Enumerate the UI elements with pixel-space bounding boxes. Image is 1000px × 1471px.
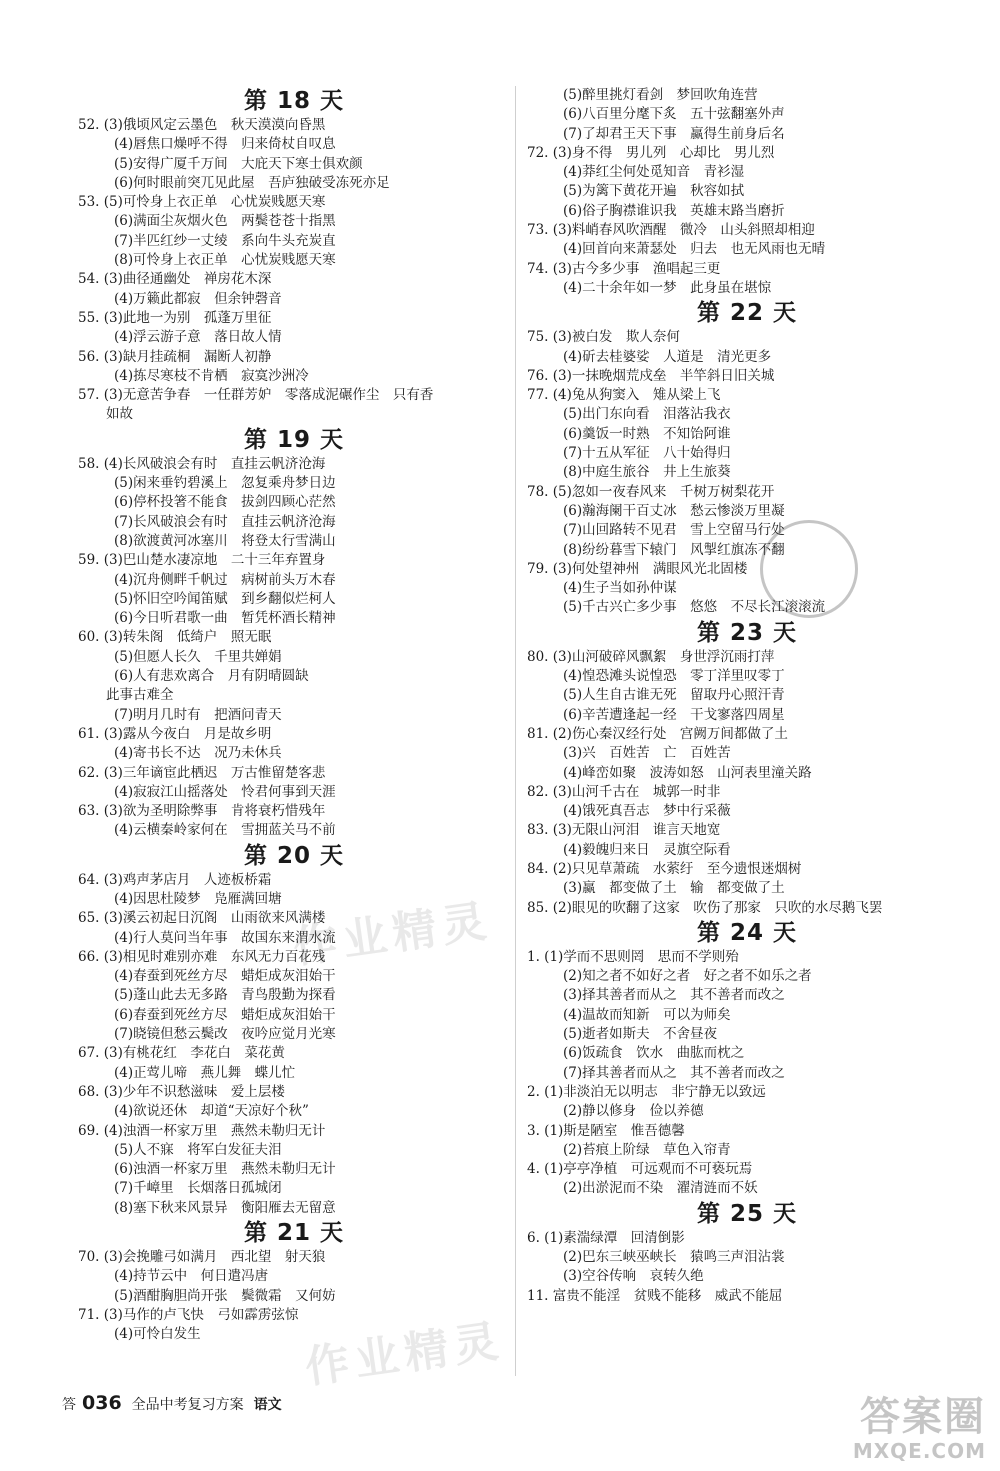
answer-item: 82. (3)山河千古在 城郭一时非 bbox=[527, 783, 721, 800]
answer-subitem: (4)饿死真吾志 梦中行采薇 bbox=[563, 803, 731, 820]
answer-subitem: (2)巴东三峡巫峡长 猿鸣三声泪沾裳 bbox=[563, 1249, 785, 1266]
answer-subitem: (7)择其善者而从之 其不善者而改之 bbox=[563, 1064, 785, 1081]
answer-subitem: (7)十五从军征 八十始得归 bbox=[563, 445, 731, 462]
column-divider bbox=[515, 86, 516, 1376]
answer-subitem: (5)但愿人长久 千里共婵娟 bbox=[114, 648, 282, 665]
answer-item: 79. (3)何处望神州 满眼风光北固楼 bbox=[527, 560, 748, 577]
answer-subitem: (4)正莺儿啼 燕儿舞 蝶儿忙 bbox=[114, 1064, 296, 1081]
answer-subitem: (4)峰峦如聚 波涛如怒 山河表里潼关路 bbox=[563, 764, 812, 781]
logo-url: MXQE.COM bbox=[852, 1439, 986, 1463]
answer-subitem: (5)人不寐 将军白发征夫泪 bbox=[114, 1141, 282, 1158]
answer-subitem: (6)饭疏食 饮水 曲肱而枕之 bbox=[563, 1045, 745, 1062]
answer-subitem: (3)兴 百姓苦 亡 百姓苦 bbox=[563, 745, 731, 762]
day-heading: 第 22 天 bbox=[696, 300, 798, 327]
answer-subitem: (6)满面尘灰烟火色 两鬓苍苍十指黑 bbox=[114, 213, 336, 230]
answer-subitem: (6)何时眼前突兀见此屋 吾庐独破受冻死亦足 bbox=[114, 174, 390, 191]
answer-item: 54. (3)曲径通幽处 禅房花木深 bbox=[78, 271, 272, 288]
answer-subitem: (8)塞下秋来风景异 衡阳雁去无留意 bbox=[114, 1199, 336, 1216]
answer-subitem: (6)春蚕到死丝方尽 蜡炬成灰泪始干 bbox=[114, 1006, 336, 1023]
answer-subitem: (5)逝者如斯夫 不舍昼夜 bbox=[563, 1026, 718, 1043]
answer-subitem: (4)莽红尘何处觅知音 青衫湿 bbox=[563, 164, 745, 181]
answer-subitem: (4)回首向来萧瑟处 归去 也无风雨也无晴 bbox=[563, 241, 826, 258]
answer-subitem: (4)可怜白发生 bbox=[114, 1326, 201, 1343]
answer-subitem: (8)欲渡黄河冰塞川 将登太行雪满山 bbox=[114, 532, 336, 549]
answer-subitem: (5)酒酣胸胆尚开张 鬓微霜 又何妨 bbox=[114, 1287, 336, 1304]
answer-item: 67. (3)有桃花红 李花白 菜花黄 bbox=[78, 1045, 285, 1062]
day-heading: 第 24 天 bbox=[696, 919, 798, 946]
answer-item: 85. (2)眼见的吹翻了这家 吹伤了那家 只吹的水尽鹅飞罢 bbox=[527, 899, 883, 916]
site-logo bbox=[853, 1395, 986, 1463]
day-heading: 第 18 天 bbox=[243, 88, 345, 114]
answer-item: 63. (3)欲为圣明除弊事 肯将衰朽惜残年 bbox=[78, 803, 326, 820]
answer-item: 83. (3)无限山河泪 谁言天地宽 bbox=[527, 822, 721, 839]
answer-item: 56. (3)缺月挂疏桐 漏断人初静 bbox=[78, 348, 272, 365]
answer-subitem: (4)行人莫问当年事 故国东来渭水流 bbox=[114, 929, 336, 946]
answer-subitem: (6)人有悲欢离合 月有阴晴圆缺 bbox=[114, 668, 309, 685]
answer-label: 答 bbox=[62, 1397, 76, 1413]
answer-item: 11. 富贵不能淫 贫贱不能移 威武不能屈 bbox=[527, 1287, 783, 1304]
answer-subitem: (7)晓镜但愁云鬓改 夜吟应觉月光寒 bbox=[114, 1026, 336, 1043]
answer-item: 4. (1)亭亭净植 可远观而不可亵玩焉 bbox=[527, 1161, 753, 1178]
answer-subitem: (7)千嶂里 长烟落日孤城闭 bbox=[114, 1180, 282, 1197]
answer-subitem: (5)安得广厦千万间 大庇天下寒士俱欢颜 bbox=[114, 155, 363, 172]
answer-item: 64. (3)鸡声茅店月 人迹板桥霜 bbox=[78, 871, 272, 888]
answer-subitem: (6)停杯投箸不能食 拔剑四顾心茫然 bbox=[114, 494, 336, 511]
answer-subitem: (4)生子当如孙仲谋 bbox=[563, 580, 677, 597]
answer-subitem: (4)寂寂江山摇落处 怜君何事到天涯 bbox=[114, 783, 336, 800]
answer-subitem: (8)中庭生旅谷 井上生旅葵 bbox=[563, 464, 731, 481]
answer-item: 75. (3)被白发 欺人奈何 bbox=[527, 329, 680, 346]
answer-subitem: (4)唇焦口燥呼不得 归来倚杖自叹息 bbox=[114, 136, 336, 153]
answer-item: 53. (5)可怜身上衣正单 心忧炭贱愿天寒 bbox=[78, 194, 326, 211]
answer-subitem: (2)苔痕上阶绿 草色入帘青 bbox=[563, 1141, 731, 1158]
left-column bbox=[78, 86, 510, 1345]
answer-item: 84. (2)只见草萧疏 水萦纡 至今遗恨迷烟树 bbox=[527, 860, 802, 877]
answer-item: 2. (1)非淡泊无以明志 非宁静无以致远 bbox=[527, 1083, 766, 1100]
answer-subitem: (4)温故而知新 可以为师矣 bbox=[563, 1006, 731, 1023]
answer-item: 6. (1)素湍绿潭 回清倒影 bbox=[527, 1229, 685, 1246]
answer-subitem: (3)择其善者而从之 其不善者而改之 bbox=[563, 987, 785, 1004]
answer-subitem: (8)可怜身上衣正单 心忧炭贱愿天寒 bbox=[114, 252, 336, 269]
answer-item: 59. (3)巴山楚水凄凉地 二十三年弃置身 bbox=[78, 552, 326, 569]
answer-item: 58. (4)长风破浪会有时 直挂云帆济沧海 bbox=[78, 455, 326, 472]
answer-item: 74. (3)古今多少事 渔唱起三更 bbox=[527, 260, 721, 277]
answer-subitem: (7)明月几时有 把酒问青天 bbox=[114, 706, 282, 723]
answer-subitem: (4)斫去桂婆娑 人道是 清光更多 bbox=[563, 348, 772, 365]
answer-subitem: (6)今日听君歌一曲 暂凭杯酒长精神 bbox=[114, 610, 336, 627]
answer-item: 81. (2)伤心秦汉经行处 宫阙万间都做了土 bbox=[527, 725, 788, 742]
answer-subitem: (6)羹饭一时熟 不知饴阿谁 bbox=[563, 425, 731, 442]
answer-subitem: (4)寄书长不达 况乃未休兵 bbox=[114, 745, 282, 762]
answer-item: 69. (4)浊酒一杯家万里 燕然未勒归无计 bbox=[78, 1122, 326, 1139]
answer-subitem: (4)毅魄归来日 灵旗空际看 bbox=[563, 841, 731, 858]
answer-item: 77. (4)兔从狗窦入 雉从梁上飞 bbox=[527, 387, 721, 404]
answer-subitem: (4)浮云游子意 落日故人情 bbox=[114, 329, 282, 346]
answer-subitem: 如故 bbox=[106, 406, 133, 423]
answer-subitem: (4)云横秦岭家何在 雪拥蓝关马不前 bbox=[114, 822, 336, 839]
answer-subitem: (3)赢 都变做了土 输 都变做了土 bbox=[563, 880, 785, 897]
answer-subitem: (5)怀旧空吟闻笛赋 到乡翻似烂柯人 bbox=[114, 590, 336, 607]
answer-subitem: (4)持节云中 何日遣冯唐 bbox=[114, 1268, 269, 1285]
answer-subitem: (3)空谷传响 哀转久绝 bbox=[563, 1268, 704, 1285]
answer-item: 60. (3)转朱阁 低绮户 照无眠 bbox=[78, 629, 272, 646]
answer-subitem: (2)静以修身 俭以养德 bbox=[563, 1103, 704, 1120]
day-heading: 第 23 天 bbox=[696, 619, 798, 646]
stamp-mark bbox=[760, 520, 858, 618]
answer-subitem: (5)出门东向看 泪落沾我衣 bbox=[563, 406, 731, 423]
day-heading: 第 20 天 bbox=[243, 842, 345, 869]
answer-item: 72. (3)身不得 男儿列 心却比 男儿烈 bbox=[527, 144, 775, 161]
page-footer bbox=[62, 1390, 282, 1416]
page-number: 036 bbox=[82, 1392, 122, 1414]
answer-subitem: (6)俗子胸襟谁识我 英雄末路当磨折 bbox=[563, 202, 785, 219]
answer-subitem: (7)了却君王天下事 赢得生前身后名 bbox=[563, 125, 785, 142]
answer-subitem: (4)因思杜陵梦 凫雁满回塘 bbox=[114, 890, 282, 907]
answer-subitem: (6)瀚海阑干百丈冰 愁云惨淡万里凝 bbox=[563, 502, 785, 519]
answer-subitem: (5)蓬山此去无多路 青鸟殷勤为探看 bbox=[114, 987, 336, 1004]
answer-item: 55. (3)此地一为别 孤蓬万里征 bbox=[78, 309, 272, 326]
answer-subitem: (4)拣尽寒枝不肯栖 寂寞沙洲冷 bbox=[114, 367, 309, 384]
answer-subitem: (8)纷纷暮雪下辕门 风掣红旗冻不翻 bbox=[563, 541, 785, 558]
subject-label: 语文 bbox=[253, 1397, 282, 1413]
answer-subitem: (4)二十余年如一梦 此身虽在堪惊 bbox=[563, 279, 772, 296]
answer-subitem: 此事古难全 bbox=[106, 687, 174, 704]
answer-subitem: (4)春蚕到死丝方尽 蜡炬成灰泪始干 bbox=[114, 968, 336, 985]
answer-item: 78. (5)忽如一夜春风来 千树万树梨花开 bbox=[527, 483, 775, 500]
answer-item: 1. (1)学而不思则罔 思而不学则殆 bbox=[527, 948, 739, 965]
answer-item: 68. (3)少年不识愁滋味 爱上层楼 bbox=[78, 1083, 285, 1100]
answer-item: 62. (3)三年谪宦此栖迟 万古惟留楚客悲 bbox=[78, 764, 326, 781]
answer-item: 71. (3)马作的卢飞快 弓如霹雳弦惊 bbox=[78, 1306, 299, 1323]
day-heading: 第 19 天 bbox=[243, 426, 345, 453]
answer-item: 61. (3)露从今夜白 月是故乡明 bbox=[78, 725, 272, 742]
answer-subitem: (7)山回路转不见君 雪上空留马行处 bbox=[563, 522, 785, 539]
answer-subitem: (4)万籁此都寂 但余钟磬音 bbox=[114, 290, 282, 307]
answer-subitem: (6)浊酒一杯家万里 燕然未勒归无计 bbox=[114, 1161, 336, 1178]
answer-item: 80. (3)山河破碎风飘絮 身世浮沉雨打萍 bbox=[527, 648, 775, 665]
right-column bbox=[527, 86, 967, 1306]
answer-subitem: (5)闲来垂钓碧溪上 忽复乘舟梦日边 bbox=[114, 475, 336, 492]
answer-subitem: (5)醉里挑灯看剑 梦回吹角连营 bbox=[563, 87, 758, 103]
answer-item: 57. (3)无意苦争春 一任群芳妒 零落成泥碾作尘 只有香 bbox=[78, 387, 434, 404]
answer-subitem: (2)出淤泥而不染 濯清涟而不妖 bbox=[563, 1180, 758, 1197]
answer-subitem: (5)为篱下黄花开遍 秋容如拭 bbox=[563, 183, 745, 200]
answer-item: 65. (3)溪云初起日沉阁 山雨欲来风满楼 bbox=[78, 910, 326, 927]
answer-subitem: (5)人生自古谁无死 留取丹心照汗青 bbox=[563, 687, 785, 704]
book-title: 全品中考复习方案 bbox=[131, 1397, 244, 1413]
answer-item: 76. (3)一抹晚烟荒戍垒 半竿斜日旧关城 bbox=[527, 367, 775, 384]
answer-subitem: (7)长风破浪会有时 直挂云帆济沧海 bbox=[114, 513, 336, 530]
answer-subitem: (4)欲说还休 却道“天凉好个秋” bbox=[114, 1103, 309, 1120]
answer-item: 70. (3)会挽雕弓如满月 西北望 射天狼 bbox=[78, 1249, 326, 1266]
watermark: 作业精灵 bbox=[302, 1315, 508, 1394]
watermark: 作业精灵 bbox=[290, 895, 496, 974]
answer-subitem: (6)八百里分麾下炙 五十弦翻塞外声 bbox=[563, 106, 785, 123]
logo-text: 答案圈 bbox=[860, 1394, 986, 1440]
answer-subitem: (5)千古兴亡多少事 悠悠 不尽长江滚滚流 bbox=[563, 599, 826, 616]
answer-subitem: (7)半匹红纱一丈绫 系向牛头充炭直 bbox=[114, 232, 336, 249]
answer-subitem: (6)辛苦遭逢起一经 干戈寥落四周星 bbox=[563, 706, 785, 723]
answer-item: 66. (3)相见时难别亦难 东风无力百花残 bbox=[78, 948, 326, 965]
day-heading: 第 25 天 bbox=[696, 1200, 798, 1227]
answer-item: 73. (3)料峭春风吹酒醒 微冷 山头斜照却相迎 bbox=[527, 222, 815, 239]
answer-item: 52. (3)俄顷风定云墨色 秋天漠漠向昏黑 bbox=[78, 117, 326, 133]
answer-item: 3. (1)斯是陋室 惟吾德馨 bbox=[527, 1122, 685, 1139]
answer-subitem: (4)惶恐滩头说惶恐 零丁洋里叹零丁 bbox=[563, 668, 785, 685]
answer-subitem: (4)沉舟侧畔千帆过 病树前头万木春 bbox=[114, 571, 336, 588]
answer-subitem: (2)知之者不如好之者 好之者不如乐之者 bbox=[563, 968, 812, 985]
day-heading: 第 21 天 bbox=[243, 1220, 345, 1247]
